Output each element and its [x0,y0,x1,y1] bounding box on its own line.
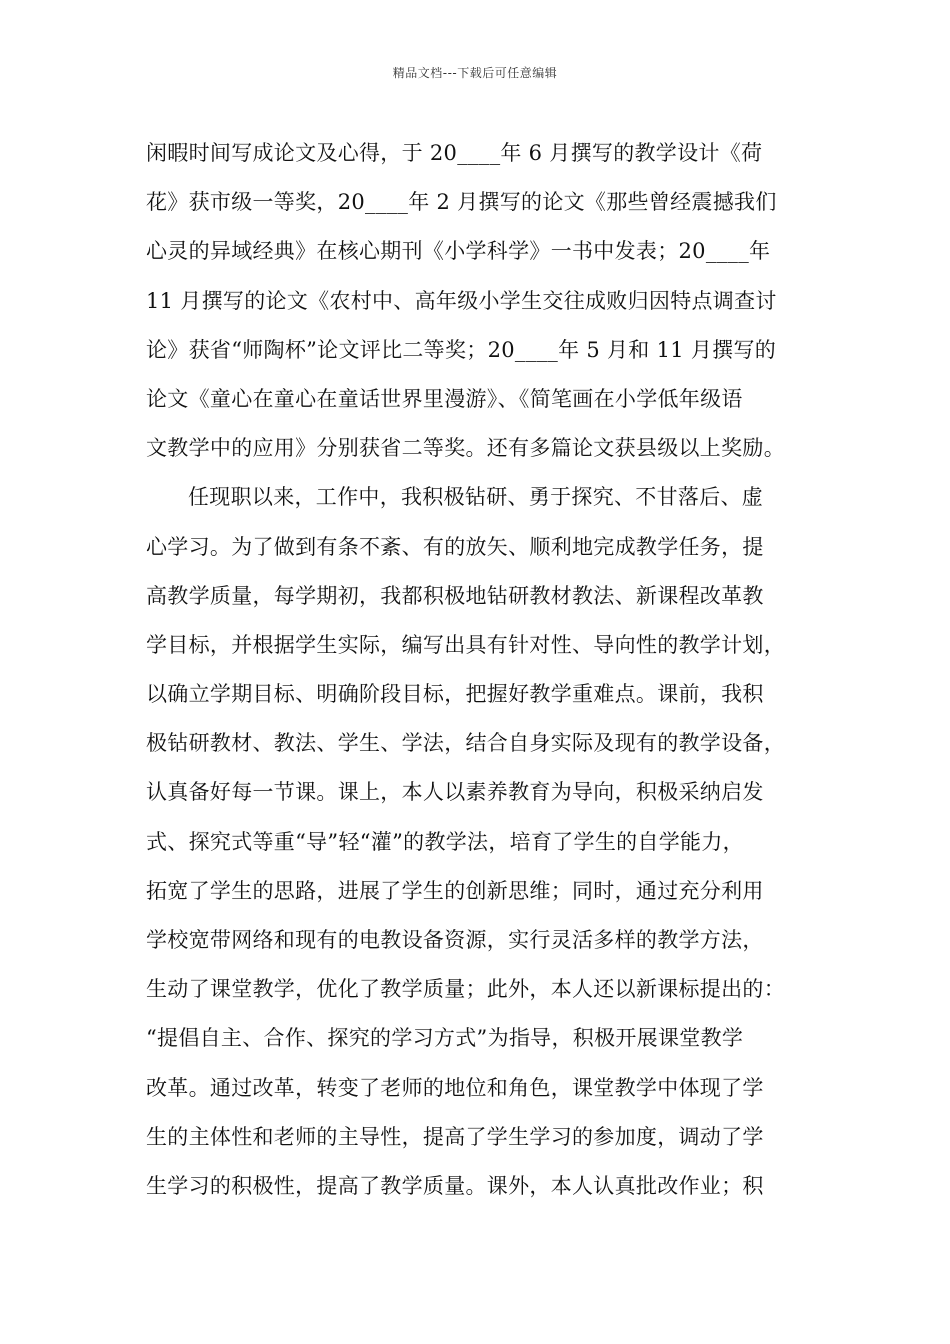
text-line: 心灵的异域经典》在核心期刊《小学科学》一书中发表；20____年 [146,239,771,264]
text-line: 生学习的积极性，提高了教学质量。课外，本人认真批改作业；积 [146,1173,764,1198]
text-line: 式、探究式等重“导”轻“灌”的教学法，培育了学生的自学能力， [146,829,744,854]
text-line: 学目标，并根据学生实际，编写出具有针对性、导向性的教学计划， [146,632,785,657]
text-line: 花》获市级一等奖，20____年 2 月撰写的论文《那些曾经震撼我们 [146,190,777,215]
text-line: 极钻研教材、教法、学生、学法，结合自身实际及现有的教学设备， [146,731,785,756]
text-line: 认真备好每一节课。课上，本人以素养教育为导向，积极采纳启发 [146,780,764,805]
paragraph-first-line: 任现职以来，工作中，我积极钻研、勇于探究、不甘落后、虚 [188,485,764,510]
text-line: “提倡自主、合作、探究的学习方式”为指导，积极开展课堂教学 [146,1026,744,1051]
text-line: 高教学质量，每学期初，我都积极地钻研教材教法、新课程改革教 [146,583,764,608]
text-line: 改革。通过改革，转变了老师的地位和角色，课堂教学中体现了学 [146,1075,764,1100]
text-line: 11 月撰写的论文《农村中、高年级小学生交往成败归因特点调查讨 [146,288,777,313]
text-line: 论》获省“师陶杯”论文评比二等奖；20____年 5 月和 11 月撰写的 [146,337,777,362]
text-line: 生动了课堂教学，优化了教学质量；此外，本人还以新课标提出的： [146,977,785,1002]
text-line: 文教学中的应用》分别获省二等奖。还有多篇论文获县级以上奖励。 [146,436,785,461]
text-line: 心学习。为了做到有条不紊、有的放矢、顺利地完成教学任务，提 [146,534,764,559]
text-line: 学校宽带网络和现有的电教设备资源，实行灵活多样的教学方法， [146,928,764,952]
text-line: 拓宽了学生的思路，进展了学生的创新思维；同时，通过充分利用 [146,878,764,903]
text-line: 论文《童心在童心在童话世界里漫游》、《简笔画在小学低年级语 [146,386,743,411]
document-body [146,134,814,1216]
page-header: 精品文档---下载后可任意编辑 [392,66,558,80]
text-line: 以确立学期目标、明确阶段目标，把握好教学重难点。课前，我积 [146,682,764,707]
text-line: 闲暇时间写成论文及心得，于 20____年 6 月撰写的教学设计《荷 [146,141,763,165]
text-line: 生的主体性和老师的主导性，提高了学生学习的参加度，调动了学 [146,1124,764,1149]
